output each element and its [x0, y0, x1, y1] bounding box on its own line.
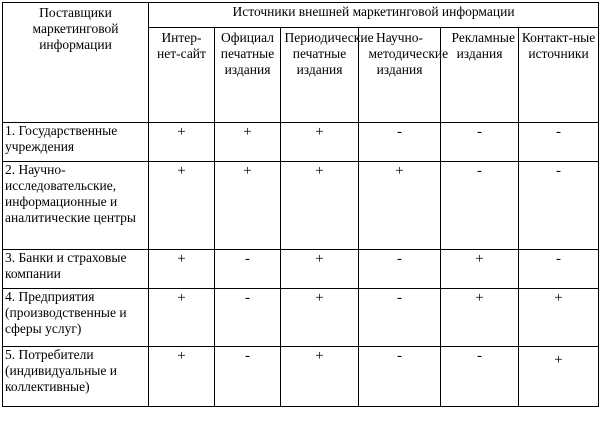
- header-sources-group-label: Источники внешней маркетинговой информации: [232, 4, 515, 19]
- table-cell: -: [519, 162, 599, 250]
- subheader-scientific: Научно-методические издания: [359, 28, 441, 123]
- table-cell: +: [359, 162, 441, 250]
- table-row: [3, 123, 599, 162]
- table-cell: +: [149, 162, 215, 250]
- table-cell: -: [215, 289, 281, 347]
- table-cell: +: [519, 289, 599, 347]
- table-cell: +: [215, 162, 281, 250]
- table-cell: -: [441, 123, 519, 162]
- subheader-periodicals: Периодические печатные издания: [281, 28, 359, 123]
- table-cell: -: [359, 289, 441, 347]
- table-cell: +: [441, 250, 519, 289]
- subheader-internet-site: Интер-нет-сайт: [149, 28, 215, 123]
- table-cell: +: [281, 347, 359, 407]
- subheader-official-print: Официал печатные издания: [215, 28, 281, 123]
- table-cell: -: [519, 250, 599, 289]
- table-cell: -: [359, 347, 441, 407]
- table-cell: -: [215, 250, 281, 289]
- row-label: 2. Научно- исследовательские, информационные и аналитические центры: [3, 162, 149, 250]
- table-cell: +: [149, 289, 215, 347]
- table-cell: +: [441, 289, 519, 347]
- table-cell: +: [281, 289, 359, 347]
- table-cell: +: [281, 162, 359, 250]
- row-label: 3. Банки и страховые компании: [3, 250, 149, 289]
- table-row: [3, 347, 599, 407]
- table-cell: -: [441, 162, 519, 250]
- table-cell: +: [149, 250, 215, 289]
- table-cell: -: [359, 250, 441, 289]
- table-row: [3, 162, 599, 250]
- subheader-contact-sources: Контакт-ные источники: [519, 28, 599, 123]
- subheader-advertising: Рекламные издания: [441, 28, 519, 123]
- table-cell: -: [215, 347, 281, 407]
- header-suppliers-label: Поставщики маркетинговой информации: [32, 5, 119, 52]
- table-cell: +: [149, 347, 215, 407]
- table-cell: -: [519, 123, 599, 162]
- header-suppliers: [3, 3, 149, 123]
- row-label: 5. Потребители (индивидуальные и коллективные): [3, 347, 149, 407]
- table-cell: +: [215, 123, 281, 162]
- table-row: [3, 289, 599, 347]
- table-cell: +: [281, 250, 359, 289]
- row-label: 4. Предприятия (производственные и сферы услуг): [3, 289, 149, 347]
- table-cell: +: [519, 347, 599, 407]
- table-row: [3, 250, 599, 289]
- marketing-information-table: [2, 2, 599, 407]
- table-cell: -: [359, 123, 441, 162]
- table-cell: +: [149, 123, 215, 162]
- table-cell: +: [281, 123, 359, 162]
- row-label: 1. Государственные учреждения: [3, 123, 149, 162]
- table-cell: -: [441, 347, 519, 407]
- header-sources-group: [149, 3, 599, 28]
